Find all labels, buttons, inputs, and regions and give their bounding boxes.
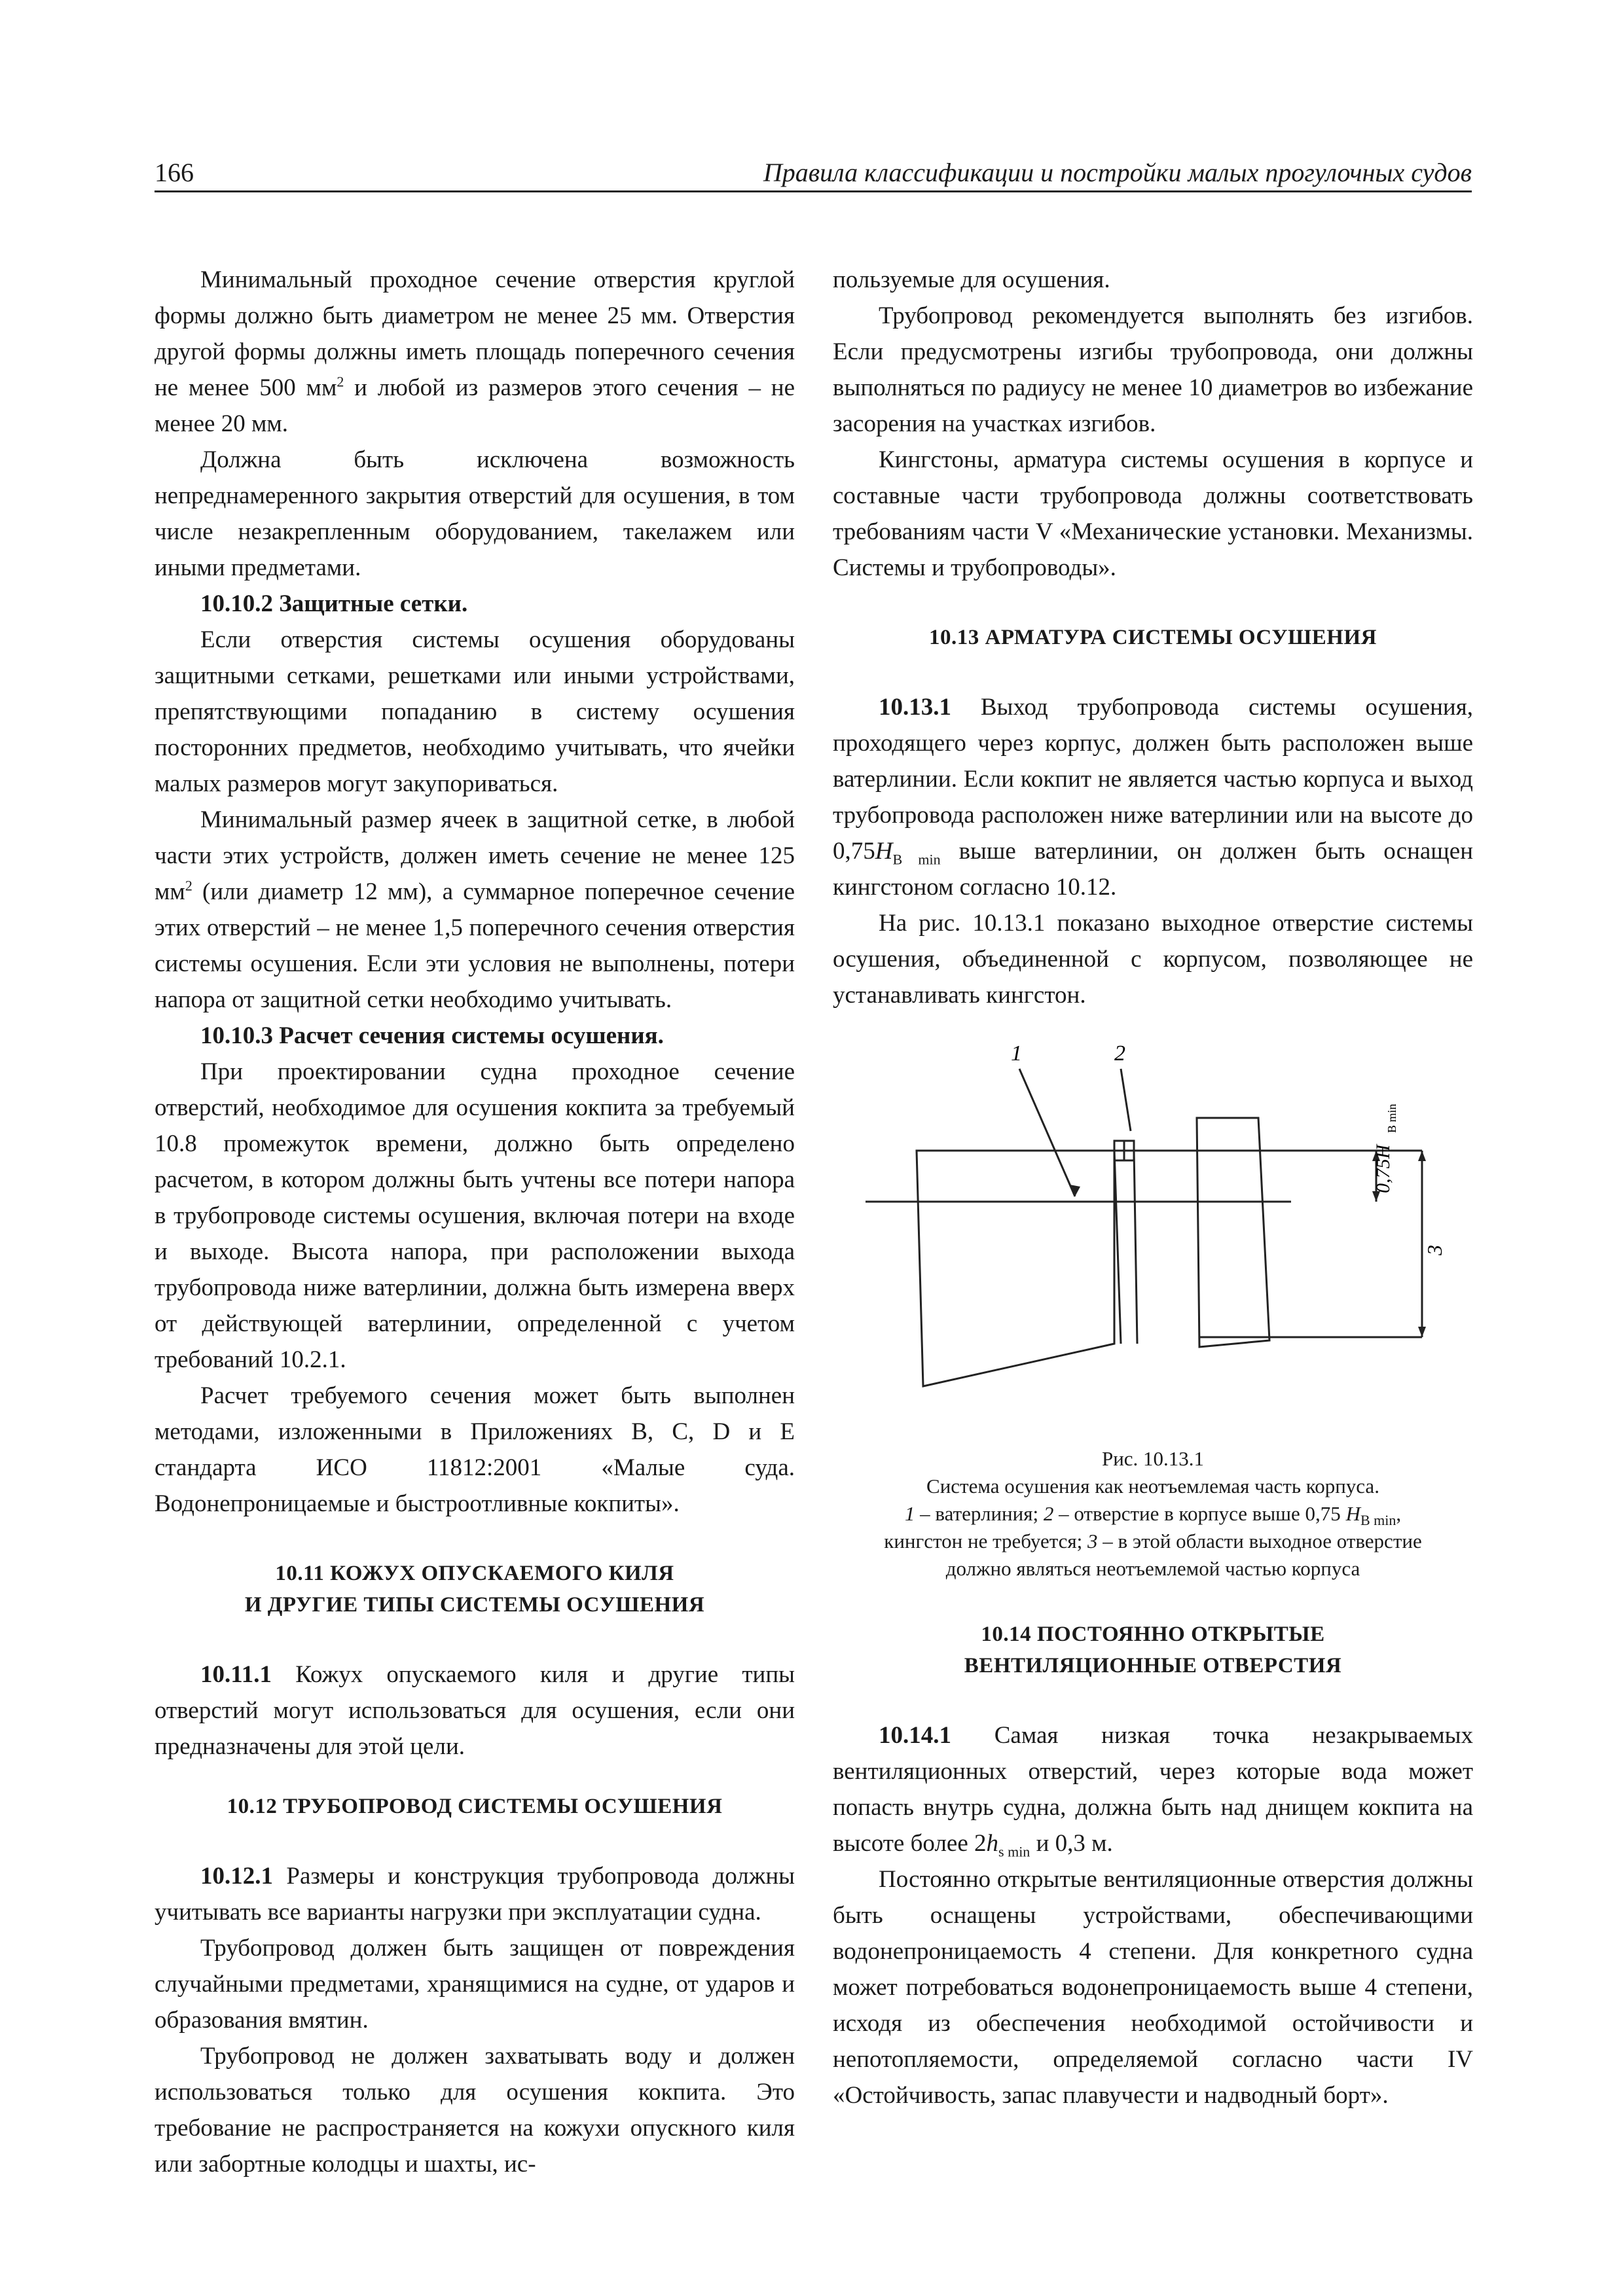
figure-10-13-1 bbox=[833, 1039, 1473, 1445]
figure-label-1: 1 bbox=[1011, 1041, 1022, 1066]
paragraph: пользуемые для осушения. bbox=[833, 266, 1110, 293]
dimension-sub: B min bbox=[1385, 1103, 1398, 1133]
page-header bbox=[155, 152, 1472, 192]
running-title: Правила классификации и постройки малых прогулочных судов bbox=[763, 158, 1472, 187]
subsection-heading: 10.10.2 Защитные сетки. bbox=[200, 590, 468, 617]
header-rule bbox=[155, 190, 1472, 192]
page-number: 166 bbox=[155, 158, 194, 187]
paragraph: Минимальный проходное сечение отверстия круглой формы должно быть диаметром не менее 25 мм. Отверстия другой формы должны иметь площадь поперечного сечения не менее 500 $мм^2$ и любой из размеров этого сечения – не менее 20 мм. bbox=[155, 266, 795, 437]
section-heading-10-12: 10.12 ТРУБОПРОВОД СИСТЕМЫ ОСУШЕНИЯ bbox=[227, 1795, 723, 1818]
paragraph: Кингстоны, арматура системы осушения в корпусе и составные части трубопровода должны соответствовать требованиям части V «Механические установки. Механизмы. Системы и трубопроводы». bbox=[833, 446, 1473, 581]
subsection-heading: 10.10.3 Расчет сечения системы осушения. bbox=[200, 1022, 664, 1049]
paragraph: Трубопровод рекомендуется выполнять без изгибов. Если предусмотрены изгибы трубопровода, они должны выполняться по радиусу не менее 10 диаметров во избежание засорения на участках изгибов. bbox=[833, 302, 1473, 437]
hull-shape bbox=[917, 1151, 1114, 1386]
drain-pipe-right bbox=[1134, 1151, 1137, 1344]
dimension-label: 0,75H bbox=[1372, 1144, 1394, 1193]
caption-line: Система осушения как неотъемлемая часть корпуса. bbox=[926, 1475, 1379, 1498]
figure-caption bbox=[833, 1445, 1473, 1583]
caption-line: должно являться неотъемлемой частью корпуса bbox=[945, 1557, 1360, 1580]
left-column bbox=[155, 262, 795, 2182]
paragraph: При проектировании судна проходное сечение отверстий, необходимое для осушения кокпита за требуемый 10.8 промежуток времени, должно быть определено расчетом, в котором должны быть учтены все потери напора в трубопроводе системы осушения, включая потери на входе и выходе. Высота напора, при расположении выхода трубопровода ниже ватерлинии, должна быть измерена вверх от действующей ватерлинии, определенной с учетом требований 10.2.1. bbox=[155, 1058, 795, 1373]
paragraph: Трубопровод должен быть защищен от повреждения случайными предметами, хранящимися на судне, от ударов и образования вмятин. bbox=[155, 1935, 795, 2034]
paragraph: 10.11.1 Кожух опускаемого киля и другие типы отверстий могут использоваться для осушения, если они предназначены для этой цели. bbox=[155, 1661, 795, 1760]
leader-1 bbox=[1019, 1069, 1075, 1196]
paragraph: Трубопровод не должен захватывать воду и должен использоваться только для осушения кокпита. Это требование не распространяется на кожухи опускного киля или забортные колодцы и шахты, ис- bbox=[155, 2043, 795, 2178]
paragraph: Постоянно открытые вентиляционные отверстия должны быть оснащены устройствами, обеспечивающими водонепроницаемость 4 степени. Для конкретного судна может потребоваться водонепроницаемость выше 4 степени, исходя из обеспечения необходимой остойчивости и непотопляемости, определяемой согласно части IV «Остойчивость, запас плавучести и надводный борт». bbox=[833, 1866, 1473, 2109]
paragraph: 10.13.1 Выход трубопровода системы осушения, проходящего через корпус, должен быть расположен выше ватерлинии. Если кокпит не является частью корпуса и выход трубопровода расположен ниже ватерлинии или на высоте до $0,75H_{B min}$ выше ватерлинии, он должен быть оснащен кингстоном согласно 10.12. bbox=[833, 694, 1474, 901]
section-heading-10-11: 10.11 КОЖУХ ОПУСКАЕМОГО КИЛЯ И ДРУГИЕ ТИПЫ СИСТЕМЫ ОСУШЕНИЯ bbox=[244, 1562, 705, 1617]
paragraph: Если отверстия системы осушения оборудованы защитными сетками, решетками или иными устройствами, препятствующими попаданию в систему осушения посторонних предметов, необходимо учитывать, что ячейки малых размеров могут закупориваться. bbox=[155, 626, 795, 797]
paragraph: Минимальный размер ячеек в защитной сетке, в любой части этих устройств, должен иметь сечение не менее 125 $мм^2$ (или диаметр 12 мм), а суммарное поперечное сечение этих отверстий – не менее 1,5 поперечного сечения отверстия системы осушения. Если эти условия не выполнены, потери напора от защитной сетки необходимо учитывать. bbox=[155, 806, 795, 1013]
figure-label-3: 3 bbox=[1423, 1245, 1446, 1255]
paragraph: 10.14.1 Самая низкая точка незакрываемых вентиляционных отверстий, через которые вода может попасть внутрь судна, должна быть над днищем кокпита на высоте более $2h_{s min}$ и 0,3 м. bbox=[833, 1722, 1473, 1860]
caption-line: 1 – ватерлиния; 2 – отверстие в корпусе выше 0,75 $H_{B min}$, bbox=[904, 1502, 1402, 1529]
section-heading-10-14: 10.14 ПОСТОЯННО ОТКРЫТЫЕ ВЕНТИЛЯЦИОННЫЕ ОТВЕРСТИЯ bbox=[964, 1623, 1342, 1677]
paragraph: Должна быть исключена возможность непреднамеренного закрытия отверстий для осушения, в том числе незакрепленным оборудованием, такелажем или иными предметами. bbox=[155, 446, 795, 581]
right-column bbox=[833, 262, 1473, 2113]
paragraph: На рис. 10.13.1 показано выходное отверстие системы осушения, объединенной с корпусом, позволяющее не устанавливать кингстон. bbox=[833, 910, 1473, 1009]
paragraph: 10.12.1 Размеры и конструкция трубопровода должны учитывать все варианты нагрузки при эксплуатации судна. bbox=[155, 1863, 795, 1926]
caption-line: кингстон не требуется; 3 – в этой области выходное отверстие bbox=[884, 1530, 1422, 1552]
paragraph: Расчет требуемого сечения может быть выполнен методами, изложенными в Приложениях B, C, D и E стандарта ИСО 11812:2001 «Малые суда. Водонепроницаемые и быстроотливные кокпиты». bbox=[155, 1382, 795, 1517]
leader-2 bbox=[1121, 1069, 1131, 1131]
figure-label-2: 2 bbox=[1114, 1041, 1125, 1066]
section-heading-10-13: 10.13 АРМАТУРА СИСТЕМЫ ОСУШЕНИЯ bbox=[929, 626, 1377, 649]
cockpit-wall bbox=[1197, 1118, 1269, 1347]
caption-title: Рис. 10.13.1 bbox=[1101, 1447, 1205, 1470]
drainage-diagram bbox=[833, 1039, 1473, 1445]
